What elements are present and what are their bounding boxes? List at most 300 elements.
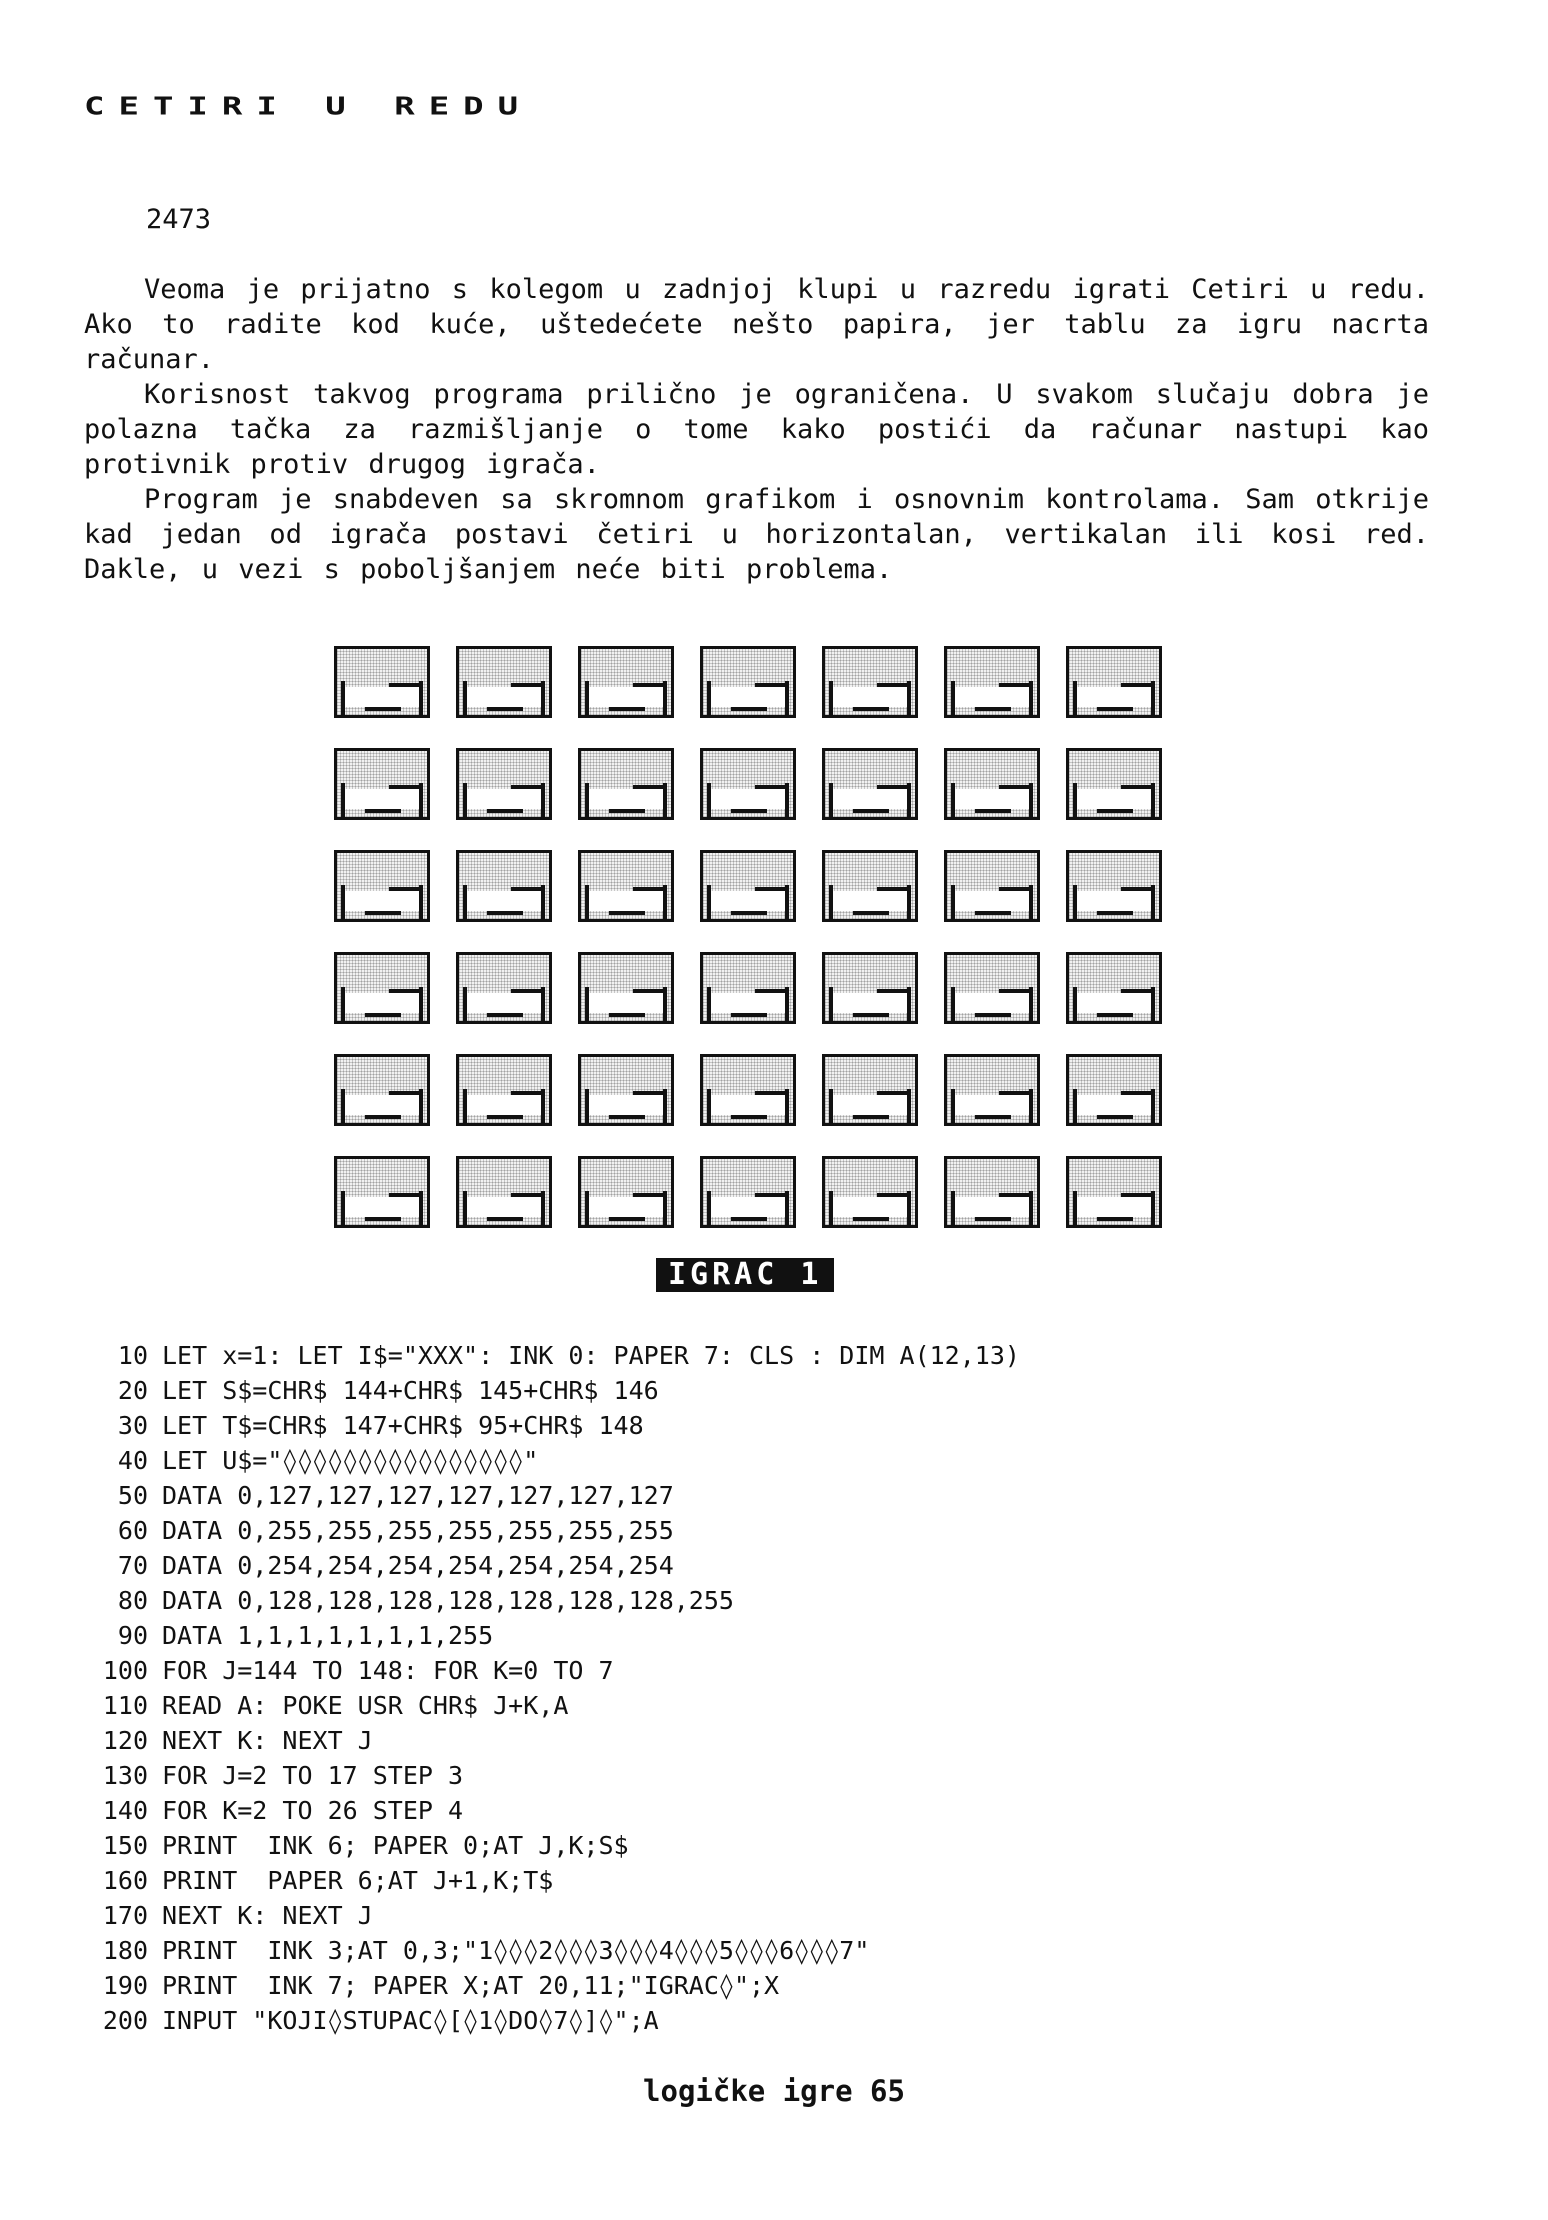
cell-slot-fill (467, 789, 541, 809)
code-line-number: 170 (102, 1901, 148, 1930)
cell-slot-fill (589, 891, 663, 911)
cell-slot-notch (511, 1193, 541, 1197)
cell-slot-base (731, 809, 767, 813)
code-line (84, 1828, 1020, 1863)
cell-slot-base (975, 1217, 1011, 1221)
code-line-text: LET T$=CHR$ 147+CHR$ 95+CHR$ 148 (162, 1411, 644, 1440)
board-cell (578, 1156, 674, 1228)
board-cell (700, 748, 796, 820)
board-cell (822, 646, 918, 718)
code-line-number: 70 (117, 1551, 148, 1580)
cell-slot-fill (711, 891, 785, 911)
cell-slot-base (853, 1115, 889, 1119)
board-cell (944, 952, 1040, 1024)
code-line-number: 120 (102, 1726, 148, 1755)
cell-slot-fill (833, 789, 907, 809)
code-line (84, 1863, 1020, 1898)
cell-slot-fill (711, 687, 785, 707)
code-line-text: DATA 0,128,128,128,128,128,128,128,255 (162, 1586, 734, 1615)
cell-slot-right (1151, 783, 1155, 817)
cell-slot-base (609, 911, 645, 915)
cell-slot-base (365, 707, 401, 711)
cell-slot-notch (389, 683, 419, 687)
cell-slot-fill (955, 1197, 1029, 1217)
code-line (84, 1618, 1020, 1653)
cell-slot-fill (833, 1197, 907, 1217)
cell-slot-fill (955, 993, 1029, 1013)
cell-slot-fill (833, 993, 907, 1013)
cell-slot-fill (1077, 687, 1151, 707)
code-line (84, 1548, 1020, 1583)
cell-slot-notch (755, 1193, 785, 1197)
cell-slot-right (907, 783, 911, 817)
cell-slot-right (419, 681, 423, 715)
cell-slot-left (1073, 885, 1077, 919)
board-cell (578, 646, 674, 718)
cell-slot-fill (955, 687, 1029, 707)
cell-slot-right (419, 987, 423, 1021)
cell-slot-base (487, 911, 523, 915)
cell-slot-notch (755, 1091, 785, 1095)
cell-slot-notch (511, 683, 541, 687)
article-body (84, 272, 1429, 587)
cell-slot-fill (955, 789, 1029, 809)
cell-slot-fill (711, 789, 785, 809)
cell-slot-left (463, 783, 467, 817)
cell-slot-notch (633, 887, 663, 891)
board-cell (334, 646, 430, 718)
cell-slot-left (341, 987, 345, 1021)
board-cell (944, 850, 1040, 922)
cell-slot-fill (833, 687, 907, 707)
cell-slot-right (785, 783, 789, 817)
code-line-number: 190 (102, 1971, 148, 2000)
cell-slot-notch (755, 683, 785, 687)
board-cell (578, 748, 674, 820)
board-cell (944, 646, 1040, 718)
cell-slot-base (731, 1115, 767, 1119)
cell-slot-base (487, 1013, 523, 1017)
board-cell (456, 748, 552, 820)
cell-slot-base (1097, 1115, 1133, 1119)
code-line (84, 1758, 1020, 1793)
cell-slot-right (785, 885, 789, 919)
cell-slot-fill (589, 789, 663, 809)
cell-slot-left (951, 1191, 955, 1225)
cell-slot-right (1029, 681, 1033, 715)
code-line (84, 1688, 1020, 1723)
article-paragraph: Veoma je prijatno s kolegom u zadnjoj klupi u razredu igrati Cetiri u redu. Ako to radite kod kuće, uštedećete nešto papira, jer tablu za igru nacrta računar. (84, 274, 1429, 375)
cell-slot-right (541, 1191, 545, 1225)
cell-slot-base (1097, 1013, 1133, 1017)
board-cell (700, 952, 796, 1024)
cell-slot-base (731, 911, 767, 915)
cell-slot-notch (999, 683, 1029, 687)
cell-slot-notch (389, 1193, 419, 1197)
cell-slot-right (663, 1191, 667, 1225)
code-line (84, 1723, 1020, 1758)
code-line-number: 110 (102, 1691, 148, 1720)
cell-slot-base (975, 911, 1011, 915)
cell-slot-right (907, 681, 911, 715)
code-line-text: NEXT K: NEXT J (162, 1901, 373, 1930)
cell-slot-left (951, 1089, 955, 1123)
cell-slot-notch (511, 785, 541, 789)
board-cell (456, 1156, 552, 1228)
cell-slot-left (341, 885, 345, 919)
cell-slot-fill (345, 1197, 419, 1217)
cell-slot-notch (1121, 1091, 1151, 1095)
cell-slot-base (487, 809, 523, 813)
cell-slot-base (1097, 707, 1133, 711)
cell-slot-left (951, 783, 955, 817)
cell-slot-notch (511, 1091, 541, 1095)
cell-slot-left (951, 885, 955, 919)
cell-slot-fill (833, 1095, 907, 1115)
cell-slot-left (829, 1089, 833, 1123)
board-cell (822, 850, 918, 922)
cell-slot-base (975, 1115, 1011, 1119)
board-cell (334, 1156, 430, 1228)
cell-slot-base (609, 809, 645, 813)
cell-slot-left (1073, 1191, 1077, 1225)
cell-slot-notch (877, 1091, 907, 1095)
cell-slot-notch (999, 1193, 1029, 1197)
cell-slot-left (1073, 987, 1077, 1021)
cell-slot-fill (467, 1095, 541, 1115)
cell-slot-right (907, 1089, 911, 1123)
code-line-text: PRINT PAPER 6;AT J+1,K;T$ (162, 1866, 554, 1895)
code-line-number: 150 (102, 1831, 148, 1860)
cell-slot-notch (877, 785, 907, 789)
cell-slot-fill (345, 993, 419, 1013)
cell-slot-base (975, 1013, 1011, 1017)
cell-slot-right (785, 681, 789, 715)
cell-slot-notch (877, 683, 907, 687)
cell-slot-base (1097, 809, 1133, 813)
game-board-screenshot (334, 646, 1176, 1232)
cell-slot-right (1029, 783, 1033, 817)
cell-slot-right (663, 1089, 667, 1123)
cell-slot-base (1097, 911, 1133, 915)
cell-slot-left (585, 987, 589, 1021)
cell-slot-notch (633, 989, 663, 993)
board-cell (456, 952, 552, 1024)
code-line (84, 1373, 1020, 1408)
cell-slot-fill (467, 891, 541, 911)
cell-slot-fill (589, 1095, 663, 1115)
cell-slot-right (663, 987, 667, 1021)
cell-slot-base (853, 707, 889, 711)
board-cell (822, 748, 918, 820)
cell-slot-left (463, 885, 467, 919)
code-line (84, 1338, 1020, 1373)
cell-slot-notch (1121, 887, 1151, 891)
cell-slot-notch (999, 785, 1029, 789)
cell-slot-base (365, 1013, 401, 1017)
cell-slot-fill (467, 687, 541, 707)
cell-slot-base (609, 1115, 645, 1119)
cell-slot-right (1029, 987, 1033, 1021)
cell-slot-left (707, 987, 711, 1021)
code-line (84, 1933, 1020, 1968)
board-cell (334, 952, 430, 1024)
cell-slot-fill (345, 1095, 419, 1115)
board-cell (1066, 952, 1162, 1024)
cell-slot-left (463, 1089, 467, 1123)
cell-slot-base (609, 1217, 645, 1221)
cell-slot-left (707, 1089, 711, 1123)
cell-slot-left (707, 681, 711, 715)
board-cell (334, 850, 430, 922)
code-line-number: 140 (102, 1796, 148, 1825)
cell-slot-fill (589, 1197, 663, 1217)
cell-slot-right (541, 681, 545, 715)
cell-slot-left (463, 987, 467, 1021)
cell-slot-left (707, 783, 711, 817)
code-line (84, 1478, 1020, 1513)
cell-slot-notch (511, 989, 541, 993)
code-line-text: DATA 0,255,255,255,255,255,255,255 (162, 1516, 674, 1545)
cell-slot-base (853, 1217, 889, 1221)
cell-slot-fill (1077, 789, 1151, 809)
cell-slot-fill (467, 993, 541, 1013)
cell-slot-left (341, 1191, 345, 1225)
cell-slot-right (1029, 1191, 1033, 1225)
player-label: IGRAC 1 (656, 1258, 834, 1292)
cell-slot-right (419, 885, 423, 919)
article-paragraph: Program je snabdeven sa skromnom grafikom i osnovnim kontrolama. Sam otkrije kad jedan od igrača postavi četiri u horizontalan, vertikalan ili kosi red. Dakle, u vezi s poboljšanjem neće biti problema. (84, 484, 1429, 585)
code-line-text: PRINT INK 7; PAPER X;AT 20,11;"IGRAC◊";X (162, 1971, 780, 2000)
code-line-number: 180 (102, 1936, 148, 1965)
code-line-text: DATA 0,254,254,254,254,254,254,254 (162, 1551, 674, 1580)
cell-slot-right (1151, 681, 1155, 715)
board-cell (334, 748, 430, 820)
cell-slot-left (341, 681, 345, 715)
code-line-number: 160 (102, 1866, 148, 1895)
code-line (84, 2003, 1020, 2038)
cell-slot-base (731, 707, 767, 711)
cell-slot-right (663, 783, 667, 817)
cell-slot-fill (345, 687, 419, 707)
cell-slot-right (907, 987, 911, 1021)
cell-slot-notch (389, 989, 419, 993)
board-cell (1066, 646, 1162, 718)
cell-slot-left (707, 1191, 711, 1225)
code-line-number: 40 (117, 1446, 148, 1475)
cell-slot-notch (633, 785, 663, 789)
board-cell (578, 1054, 674, 1126)
code-line-text: PRINT INK 6; PAPER 0;AT J,K;S$ (162, 1831, 629, 1860)
cell-slot-right (785, 1089, 789, 1123)
cell-slot-left (829, 885, 833, 919)
cell-slot-notch (877, 1193, 907, 1197)
board-cell (700, 1156, 796, 1228)
basic-program-listing (84, 1338, 1020, 2038)
cell-slot-left (1073, 783, 1077, 817)
code-line-number: 200 (102, 2006, 148, 2035)
cell-slot-base (853, 809, 889, 813)
cell-slot-fill (955, 1095, 1029, 1115)
listing-number: 2473 (146, 204, 212, 235)
board-cell (822, 952, 918, 1024)
code-line (84, 1968, 1020, 2003)
cell-slot-left (1073, 681, 1077, 715)
cell-slot-notch (1121, 683, 1151, 687)
cell-slot-notch (633, 1193, 663, 1197)
cell-slot-base (975, 809, 1011, 813)
cell-slot-right (541, 1089, 545, 1123)
cell-slot-left (341, 783, 345, 817)
cell-slot-base (365, 1115, 401, 1119)
code-line-text: FOR J=2 TO 17 STEP 3 (162, 1761, 464, 1790)
code-line (84, 1653, 1020, 1688)
code-line-text: PRINT INK 3;AT 0,3;"1◊◊◊2◊◊◊3◊◊◊4◊◊◊5◊◊◊6◊◊◊7" (162, 1936, 870, 1965)
board-cell (456, 850, 552, 922)
cell-slot-right (663, 681, 667, 715)
code-line-text: NEXT K: NEXT J (162, 1726, 373, 1755)
code-line-number: 80 (117, 1586, 148, 1615)
cell-slot-right (541, 885, 545, 919)
cell-slot-left (829, 681, 833, 715)
cell-slot-right (785, 1191, 789, 1225)
code-line (84, 1793, 1020, 1828)
board-cell (700, 646, 796, 718)
code-line (84, 1408, 1020, 1443)
code-line-number: 30 (117, 1411, 148, 1440)
cell-slot-right (663, 885, 667, 919)
cell-slot-fill (955, 891, 1029, 911)
cell-slot-left (1073, 1089, 1077, 1123)
cell-slot-left (585, 783, 589, 817)
cell-slot-right (541, 783, 545, 817)
code-line-number: 50 (117, 1481, 148, 1510)
cell-slot-notch (877, 989, 907, 993)
cell-slot-right (419, 1191, 423, 1225)
code-line-text: DATA 1,1,1,1,1,1,1,255 (162, 1621, 494, 1650)
cell-slot-left (707, 885, 711, 919)
article-paragraph: Korisnost takvog programa prilično je ograničena. U svakom slučaju dobra je polazna tačka za razmišljanje o tome kako postići da računar nastupi kao protivnik protiv drugog igrača. (84, 379, 1429, 480)
code-line (84, 1513, 1020, 1548)
cell-slot-notch (1121, 989, 1151, 993)
code-line (84, 1443, 1020, 1478)
cell-slot-fill (1077, 1197, 1151, 1217)
cell-slot-notch (389, 887, 419, 891)
cell-slot-right (419, 1089, 423, 1123)
cell-slot-fill (833, 891, 907, 911)
cell-slot-left (951, 987, 955, 1021)
cell-slot-fill (467, 1197, 541, 1217)
cell-slot-fill (589, 687, 663, 707)
page-title: CETIRI U REDU (84, 92, 533, 121)
cell-slot-base (487, 1217, 523, 1221)
cell-slot-base (609, 1013, 645, 1017)
cell-slot-right (1029, 885, 1033, 919)
code-line-number: 60 (117, 1516, 148, 1545)
cell-slot-right (907, 885, 911, 919)
cell-slot-left (341, 1089, 345, 1123)
board-cell (578, 850, 674, 922)
cell-slot-base (853, 1013, 889, 1017)
cell-slot-notch (755, 785, 785, 789)
code-line-text: LET S$=CHR$ 144+CHR$ 145+CHR$ 146 (162, 1376, 659, 1405)
cell-slot-right (1151, 1089, 1155, 1123)
board-cell (822, 1156, 918, 1228)
cell-slot-notch (389, 1091, 419, 1095)
board-cell (822, 1054, 918, 1126)
cell-slot-left (463, 1191, 467, 1225)
board-cell (578, 952, 674, 1024)
cell-slot-base (487, 707, 523, 711)
board-cell (1066, 1156, 1162, 1228)
cell-slot-base (975, 707, 1011, 711)
cell-slot-fill (1077, 1095, 1151, 1115)
cell-slot-fill (711, 1197, 785, 1217)
cell-slot-right (785, 987, 789, 1021)
code-line-text: INPUT "KOJI◊STUPAC◊[◊1◊DO◊7◊]◊";A (162, 2006, 659, 2035)
code-line-text: DATA 0,127,127,127,127,127,127,127 (162, 1481, 674, 1510)
board-cell (456, 1054, 552, 1126)
cell-slot-fill (711, 1095, 785, 1115)
board-cell (456, 646, 552, 718)
cell-slot-left (829, 1191, 833, 1225)
cell-slot-fill (345, 891, 419, 911)
cell-slot-notch (755, 887, 785, 891)
board-cell (944, 1156, 1040, 1228)
cell-slot-notch (633, 683, 663, 687)
cell-slot-notch (755, 989, 785, 993)
cell-slot-left (585, 1191, 589, 1225)
cell-slot-notch (511, 887, 541, 891)
code-line-text: LET U$="◊◊◊◊◊◊◊◊◊◊◊◊◊◊◊◊" (162, 1446, 539, 1475)
cell-slot-base (487, 1115, 523, 1119)
cell-slot-left (585, 1089, 589, 1123)
code-line-number: 90 (117, 1621, 148, 1650)
cell-slot-notch (633, 1091, 663, 1095)
cell-slot-left (951, 681, 955, 715)
cell-slot-notch (389, 785, 419, 789)
board-cell (334, 1054, 430, 1126)
cell-slot-right (419, 783, 423, 817)
code-line-number: 100 (102, 1656, 148, 1685)
cell-slot-base (731, 1217, 767, 1221)
code-line-number: 130 (102, 1761, 148, 1790)
cell-slot-left (585, 885, 589, 919)
cell-slot-base (365, 1217, 401, 1221)
code-line-text: LET x=1: LET I$="XXX": INK 0: PAPER 7: CLS : DIM A(12,13) (162, 1341, 1020, 1370)
cell-slot-left (829, 783, 833, 817)
board-cell (1066, 748, 1162, 820)
code-line-text: FOR K=2 TO 26 STEP 4 (162, 1796, 464, 1825)
cell-slot-right (1151, 1191, 1155, 1225)
cell-slot-fill (589, 993, 663, 1013)
cell-slot-notch (999, 989, 1029, 993)
cell-slot-right (1029, 1089, 1033, 1123)
board-cell (1066, 850, 1162, 922)
board-cell (1066, 1054, 1162, 1126)
cell-slot-notch (999, 1091, 1029, 1095)
cell-slot-notch (877, 887, 907, 891)
cell-slot-notch (1121, 1193, 1151, 1197)
cell-slot-right (907, 1191, 911, 1225)
cell-slot-notch (999, 887, 1029, 891)
cell-slot-left (463, 681, 467, 715)
cell-slot-fill (1077, 993, 1151, 1013)
cell-slot-fill (1077, 891, 1151, 911)
cell-slot-right (1151, 987, 1155, 1021)
cell-slot-base (365, 809, 401, 813)
cell-slot-base (365, 911, 401, 915)
